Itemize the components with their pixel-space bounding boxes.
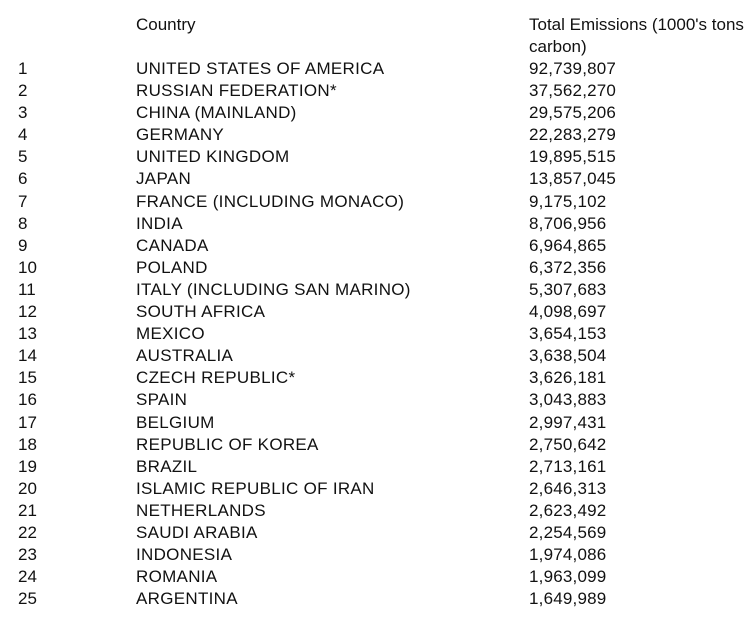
- rank-cell: 25: [18, 589, 37, 609]
- table-row: [0, 456, 754, 478]
- country-cell: INDONESIA: [136, 545, 233, 565]
- table-header: [0, 14, 754, 60]
- rank-cell: 12: [18, 302, 37, 322]
- rank-cell: 22: [18, 522, 37, 542]
- table-row: [0, 544, 754, 566]
- country-cell: SAUDI ARABIA: [136, 522, 258, 542]
- emissions-value-cell: 4,098,697: [529, 302, 607, 322]
- table-row: [0, 124, 754, 146]
- table-row: [0, 235, 754, 257]
- rank-cell: 10: [18, 257, 37, 277]
- country-cell: SPAIN: [136, 390, 188, 410]
- table-row: [0, 323, 754, 345]
- emissions-value-cell: 2,997,431: [529, 412, 607, 432]
- country-cell: GERMANY: [136, 125, 225, 145]
- emissions-value-cell: 3,043,883: [529, 390, 607, 410]
- rank-cell: 19: [18, 456, 37, 476]
- table-row: [0, 213, 754, 235]
- country-cell: UNITED STATES OF AMERICA: [136, 59, 385, 78]
- country-cell: NETHERLANDS: [136, 500, 266, 520]
- rank-cell: 8: [18, 213, 28, 233]
- emissions-value-cell: 13,857,045: [529, 169, 617, 189]
- country-cell: ITALY (INCLUDING SAN MARINO): [136, 279, 411, 299]
- emissions-value-cell: 92,739,807: [529, 59, 617, 78]
- country-cell: UNITED KINGDOM: [136, 147, 290, 167]
- table-row: [0, 146, 754, 168]
- emissions-value-cell: 3,626,181: [529, 368, 607, 388]
- rank-cell: 13: [18, 324, 37, 344]
- rank-cell: 20: [18, 478, 37, 498]
- emissions-value-cell: 19,895,515: [529, 147, 617, 167]
- emissions-value-cell: 9,175,102: [529, 191, 607, 211]
- country-cell: CHINA (MAINLAND): [136, 103, 297, 123]
- emissions-value-cell: 1,963,099: [529, 567, 607, 587]
- rank-cell: 23: [18, 545, 37, 565]
- table-row: [0, 434, 754, 456]
- rank-cell: 17: [18, 412, 37, 432]
- emissions-value-cell: 2,750,642: [529, 434, 607, 454]
- country-cell: MEXICO: [136, 324, 205, 344]
- rank-cell: 15: [18, 368, 37, 388]
- table-row: [0, 58, 754, 80]
- country-cell: CANADA: [136, 235, 209, 255]
- table-row: [0, 279, 754, 301]
- emissions-value-cell: 2,646,313: [529, 478, 607, 498]
- rank-cell: 16: [18, 390, 37, 410]
- emissions-value-cell: 3,654,153: [529, 324, 607, 344]
- rank-cell: 5: [18, 147, 28, 167]
- emissions-value-cell: 3,638,504: [529, 346, 607, 366]
- country-cell: BRAZIL: [136, 456, 198, 476]
- emissions-value-cell: 1,974,086: [529, 545, 607, 565]
- emissions-value-cell: 2,623,492: [529, 500, 607, 520]
- table-row: [0, 102, 754, 124]
- rank-cell: 18: [18, 434, 37, 454]
- emissions-value-cell: 8,706,956: [529, 213, 607, 233]
- emissions-value-cell: 29,575,206: [529, 103, 617, 123]
- table-row: [0, 345, 754, 367]
- country-cell: BELGIUM: [136, 412, 215, 432]
- emissions-value-cell: 6,372,356: [529, 257, 607, 277]
- country-cell: JAPAN: [136, 169, 192, 189]
- emissions-value-cell: 22,283,279: [529, 125, 617, 145]
- emissions-value-cell: 6,964,865: [529, 235, 607, 255]
- country-cell: ROMANIA: [136, 567, 218, 587]
- country-cell: CZECH REPUBLIC*: [136, 368, 296, 388]
- rank-cell: 6: [18, 169, 28, 189]
- emissions-table-body: [0, 58, 754, 610]
- country-cell: RUSSIAN FEDERATION*: [136, 81, 337, 101]
- country-cell: ARGENTINA: [136, 589, 238, 609]
- emissions-value-cell: 1,649,989: [529, 589, 607, 609]
- country-cell: POLAND: [136, 257, 208, 277]
- table-row: [0, 500, 754, 522]
- country-column-header: Country: [136, 15, 196, 34]
- emissions-column-header: Total Emissions (1000's tons carbon): [529, 15, 744, 56]
- table-row: [0, 412, 754, 434]
- rank-cell: 2: [18, 81, 28, 101]
- table-row: [0, 478, 754, 500]
- country-cell: FRANCE (INCLUDING MONACO): [136, 191, 405, 211]
- rank-cell: 1: [18, 59, 28, 78]
- rank-cell: 11: [18, 279, 36, 299]
- table-row: [0, 588, 754, 610]
- emissions-value-cell: 37,562,270: [529, 81, 617, 101]
- rank-cell: 24: [18, 567, 37, 587]
- table-row: [0, 389, 754, 411]
- table-row: [0, 168, 754, 190]
- rank-cell: 7: [18, 191, 28, 211]
- table-row: [0, 301, 754, 323]
- country-cell: REPUBLIC OF KOREA: [136, 434, 319, 454]
- table-row: [0, 522, 754, 544]
- country-cell: AUSTRALIA: [136, 346, 234, 366]
- rank-cell: 21: [18, 500, 37, 520]
- country-cell: INDIA: [136, 213, 183, 233]
- country-cell: ISLAMIC REPUBLIC OF IRAN: [136, 478, 375, 498]
- country-cell: SOUTH AFRICA: [136, 302, 266, 322]
- rank-cell: 9: [18, 235, 28, 255]
- rank-cell: 3: [18, 103, 28, 123]
- rank-cell: 4: [18, 125, 28, 145]
- rank-cell: 14: [18, 346, 37, 366]
- emissions-value-cell: 5,307,683: [529, 279, 607, 299]
- emissions-value-cell: 2,254,569: [529, 522, 607, 542]
- table-row: [0, 80, 754, 102]
- table-row: [0, 367, 754, 389]
- table-row: [0, 566, 754, 588]
- emissions-value-cell: 2,713,161: [529, 456, 607, 476]
- table-row: [0, 257, 754, 279]
- table-row: [0, 191, 754, 213]
